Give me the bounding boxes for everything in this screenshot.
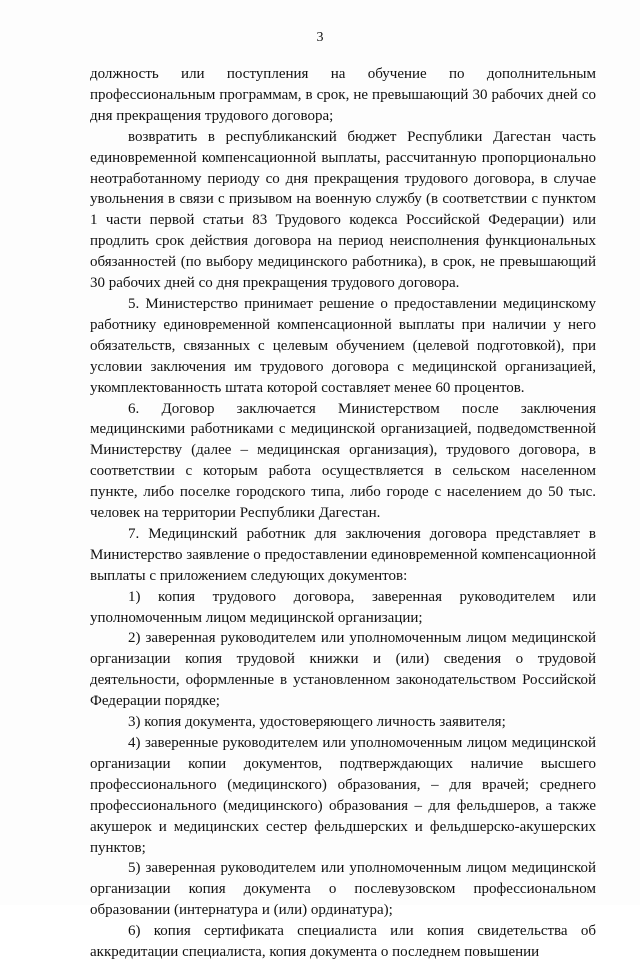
paragraph: 5. Министерство принимает решение о предоставлении медицинскому работнику единовременной компенсационной выплаты при наличии у него обязательств, связанных с целевым обучением (целевой подготовкой), при условии заключения им трудового договора с медицинской организацией, укомплектованность штата которой составляет менее 60 процентов. bbox=[90, 295, 596, 396]
paragraph: 4) заверенные руководителем или уполномоченным лицом медицинской организации копии документов, подтверждающих наличие высшего профессионального (медицинского) образования, – для врачей; среднего профессионального (медицинского) образования – для фельдшеров, а также акушерок и медицинских сестер фельдшерских и фельдшерско-акушерских пунктов; bbox=[90, 735, 596, 856]
paragraph: 2) заверенная руководителем или уполномоченным лицом медицинской организации копия трудовой книжки и (или) сведения о трудовой деятельности, оформленные в установленном законодательством Российской Федерации порядке; bbox=[90, 630, 596, 710]
paragraph: 3) копия документа, удостоверяющего личность заявителя; bbox=[128, 714, 506, 731]
document-body bbox=[90, 64, 596, 963]
paragraph: должность или поступления на обучение по дополнительным профессиональным программам, в срок, не превышающий 30 рабочих дней со дня прекращения трудового договора; bbox=[90, 66, 596, 124]
paragraph: 6. Договор заключается Министерством после заключения медицинскими работниками с медицинской организацией, подведомственной Министерству (далее – медицинская организация), трудового договора, в соответствии с которым работа осуществляется в сельском населенном пункте, либо поселке городского типа, либо городе с населением до 50 тыс. человек на территории Республики Дагестан. bbox=[90, 400, 596, 522]
page-number: 3 bbox=[316, 30, 324, 45]
paragraph: 6) копия сертификата специалиста или копия свидетельства об аккредитации специалиста, копия документа о последнем повышении bbox=[90, 923, 596, 961]
paragraph: 7. Медицинский работник для заключения договора представляет в Министерство заявление о предоставлении единовременной компенсационной выплаты с приложением следующих документов: bbox=[90, 525, 596, 584]
paragraph: 1) копия трудового договора, заверенная руководителем или уполномоченным лицом медицинской организации; bbox=[90, 588, 596, 626]
paragraph: возвратить в республиканский бюджет Республики Дагестан часть единовременной компенсационной выплаты, рассчитанную пропорционально неотработанному периоду со дня прекращения трудового договора, в случае увольнения в связи с призывом на военную службу (в соответствии с пунктом 1 части первой статьи 83 Трудового кодекса Российской Федерации) или продлить срок действия договора на период неисполнения функциональных обязанностей (по выбору медицинского работника), в срок, не превышающий 30 рабочих дней со дня прекращения трудового договора. bbox=[90, 128, 596, 292]
paragraph: 5) заверенная руководителем или уполномоченным лицом медицинской организации копия документа о послевузовском профессиональном образовании (интернатура и (или) ординатура); bbox=[90, 860, 596, 919]
